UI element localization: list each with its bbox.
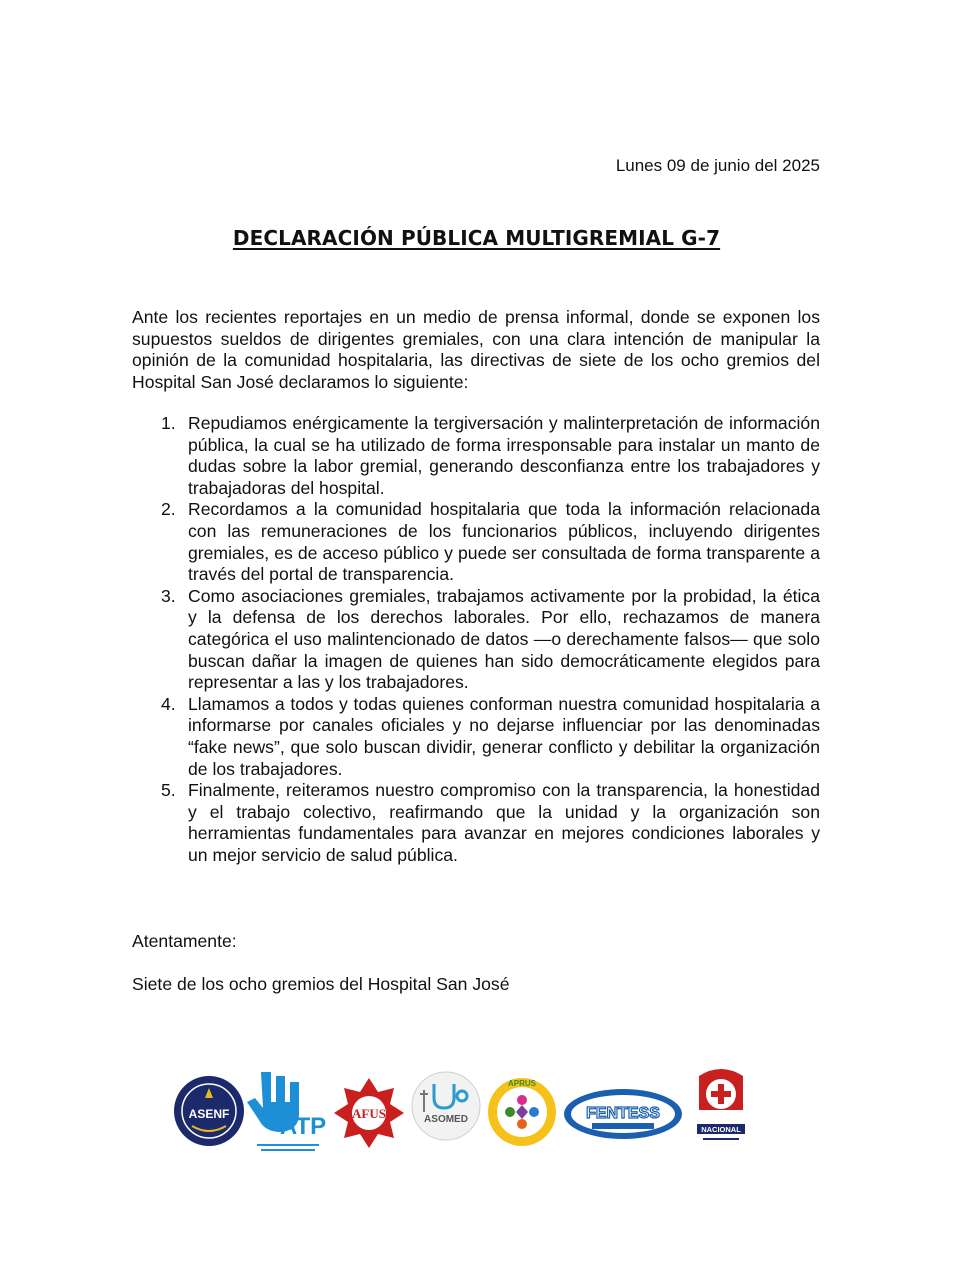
atp-logo <box>247 1066 329 1158</box>
fenats-logo <box>693 1062 749 1146</box>
list-item-number: 3. <box>161 585 176 606</box>
list-item <box>161 413 820 499</box>
list-item-number: 5. <box>161 780 176 801</box>
document-date: Lunes 09 de junio del 2025 <box>615 156 820 175</box>
aprus-logo-label: APRUS <box>507 1079 537 1088</box>
list-item-text: Finalmente, reiteramos nuestro compromiso con la transparencia, la honestidad y el trabajo colectivo, reafirmando que la unidad y la organización son herramientas fundamentales para avanzar en mejores condiciones laborales y un mejor servicio de salud pública. <box>188 780 820 865</box>
afus-logo <box>334 1076 404 1148</box>
fentess-logo-label: FENTESS <box>586 1105 660 1122</box>
asenf-logo-label: ASENF <box>188 1107 230 1121</box>
closing-signature: Siete de los ocho gremios del Hospital San José <box>132 974 510 994</box>
list-item-text: Recordamos a la comunidad hospitalaria que toda la información relacionada con las remuneraciones de los funcionarios públicos, incluyendo dirigentes gremiales, es de acceso público y puede ser consultada de forma transparente a través del portal de transparencia. <box>188 499 820 585</box>
fenats-logo-label: NACIONAL <box>701 1125 741 1134</box>
asomed-logo-label: ASOMED <box>424 1114 468 1125</box>
intro-paragraph: Ante los recientes reportajes en un medio de prensa informal, donde se exponen los supuestos sueldos de dirigentes gremiales, con una clara intención de manipular la opinión de la comunidad hospitalaria, las directivas de siete de los ocho gremios del Hospital San José declaramos lo siguiente: <box>132 307 820 392</box>
atp-logo-label: ATP <box>279 1113 327 1140</box>
declaration-list <box>161 413 820 866</box>
list-item-number: 1. <box>161 413 176 433</box>
union-logos <box>0 1060 953 1160</box>
list-item-number: 2. <box>161 499 176 520</box>
list-item-number: 4. <box>161 693 176 714</box>
aprus-logo <box>486 1074 558 1150</box>
list-item <box>161 693 820 780</box>
afus-logo-label: AFUS <box>352 1106 386 1121</box>
list-item-text: Como asociaciones gremiales, trabajamos activamente por la probidad, la ética y la defensa de los derechos laborales. Por ello, rechazamos de manera categórica el uso malintencionado de datos —o derechamente falsos— que solo buscan dañar la imagen de quienes han sido democráticamente elegidos para representar a las y los trabajadores. <box>188 585 820 693</box>
list-item-text: Llamamos a todos y todas quienes conforman nuestra comunidad hospitalaria a informarse por canales oficiales y no dejarse influenciar por las denominadas “fake news”, que solo buscan dividir, generar conflicto y debilitar la organización de los trabajadores. <box>188 693 820 779</box>
list-item <box>161 585 820 694</box>
fentess-logo <box>562 1086 684 1142</box>
document-title: DECLARACIÓN PÚBLICA MULTIGREMIAL G-7 <box>232 226 721 250</box>
list-item-text: Repudiamos enérgicamente la tergiversación y malinterpretación de información pública, la cual se ha utilizado de forma irresponsable para instalar un manto de dudas sobre la labor gremial, generando desconfianza entre los trabajadores y trabajadoras del hospital. <box>188 413 820 498</box>
list-item <box>161 780 820 866</box>
list-item <box>161 499 820 585</box>
asomed-logo <box>410 1070 482 1146</box>
closing-salutation: Atentamente: <box>132 931 237 951</box>
asenf-logo <box>172 1074 246 1148</box>
